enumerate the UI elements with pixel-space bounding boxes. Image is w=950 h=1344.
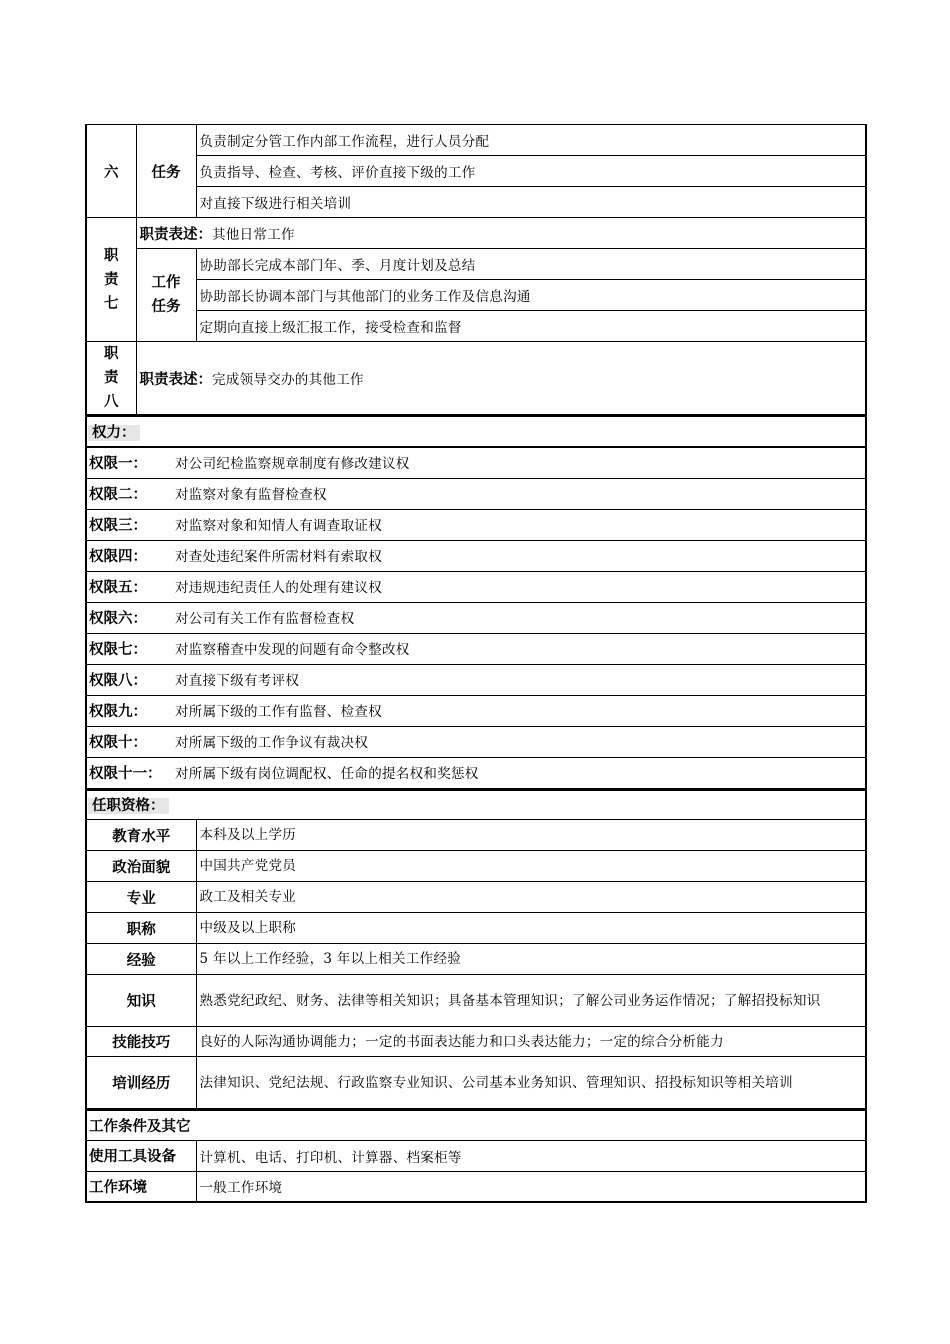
duty7-task-2: 协助部长协调本部门与其他部门的业务工作及信息沟通 xyxy=(196,280,866,311)
qualification-row xyxy=(86,1057,866,1109)
duty7-label xyxy=(86,218,136,342)
power-label: 权限六： xyxy=(89,611,147,627)
qualification-value: 中国共产党党员 xyxy=(196,851,866,882)
qualification-value: 中级及以上职称 xyxy=(196,913,866,944)
qualification-section-title: 任职资格： xyxy=(88,798,169,814)
qualification-label: 专业 xyxy=(86,882,196,913)
power-row xyxy=(86,447,866,478)
power-label: 权限十一： xyxy=(89,766,162,782)
duty8-label-char-1: 职 xyxy=(104,346,119,362)
qualification-label: 职称 xyxy=(86,913,196,944)
conditions-label: 工作环境 xyxy=(86,1171,196,1202)
duty8-label xyxy=(86,342,136,415)
power-row xyxy=(86,726,866,757)
power-label: 权限十： xyxy=(89,735,147,751)
qualification-row xyxy=(86,975,866,1027)
power-text: 对公司有关工作有监督检查权 xyxy=(175,611,355,627)
duty6-task-2: 负责指导、检查、考核、评价直接下级的工作 xyxy=(196,156,866,187)
power-label: 权限一： xyxy=(89,456,147,472)
duty8-desc-label: 职责表述： xyxy=(139,371,212,388)
duty6-task-3: 对直接下级进行相关培训 xyxy=(196,187,866,218)
conditions-value: 一般工作环境 xyxy=(196,1171,866,1202)
qualification-value: 本科及以上学历 xyxy=(196,820,866,851)
duty6-task-label: 任务 xyxy=(136,125,196,218)
qualification-table xyxy=(85,789,867,1110)
qualification-value: 法律知识、党纪法规、行政监察专业知识、公司基本业务知识、管理知识、招投标知识等相关培训 xyxy=(196,1057,866,1109)
conditions-table xyxy=(85,1109,867,1203)
qualification-row xyxy=(86,913,866,944)
duty6-task-1: 负责制定分管工作内部工作流程，进行人员分配 xyxy=(196,125,866,156)
duty7-label-char-3: 七 xyxy=(104,295,119,312)
duty7-label-char-1: 职 xyxy=(104,247,119,264)
power-text: 对直接下级有考评权 xyxy=(175,673,300,689)
duty7-desc-label: 职责表述： xyxy=(139,226,212,243)
power-label: 权限九： xyxy=(89,704,147,720)
power-label: 权限八： xyxy=(89,673,147,689)
duty7-task-label xyxy=(136,249,196,342)
qualification-label: 技能技巧 xyxy=(86,1027,196,1057)
duty8-label-char-2: 责 xyxy=(104,370,119,386)
power-list xyxy=(85,447,867,789)
power-row xyxy=(86,540,866,571)
power-text: 对查处违纪案件所需材料有索取权 xyxy=(175,549,382,565)
qualification-value: 政工及相关专业 xyxy=(196,882,866,913)
power-row xyxy=(86,602,866,633)
qualification-row xyxy=(86,882,866,913)
qualification-label: 知识 xyxy=(86,975,196,1027)
qualification-label: 培训经历 xyxy=(86,1057,196,1109)
power-row xyxy=(86,571,866,602)
duty8-label-char-3: 八 xyxy=(104,394,119,410)
conditions-value: 计算机、电话、打印机、计算器、档案柜等 xyxy=(196,1140,866,1171)
job-description-document xyxy=(85,124,865,1203)
power-row xyxy=(86,633,866,664)
duty7-label-char-2: 责 xyxy=(104,271,119,288)
power-label: 权限七： xyxy=(89,642,147,658)
duty6-number: 六 xyxy=(86,125,136,218)
qualification-row xyxy=(86,851,866,882)
qualification-value: 5 年以上工作经验，3 年以上相关工作经验 xyxy=(196,944,866,975)
qualification-label: 政治面貌 xyxy=(86,851,196,882)
duty7-task-label-line-1: 工作 xyxy=(151,275,181,291)
duty8-desc-text: 完成领导交办的其他工作 xyxy=(212,371,364,388)
power-label: 权限四： xyxy=(89,549,147,565)
duty7-task-label-line-2: 任务 xyxy=(151,299,181,315)
power-row xyxy=(86,509,866,540)
power-row xyxy=(86,695,866,726)
power-text: 对所属下级的工作争议有裁决权 xyxy=(175,735,369,751)
duties-table xyxy=(85,124,867,415)
power-row xyxy=(86,757,866,788)
power-text: 对监察稽查中发现的问题有命令整改权 xyxy=(175,642,410,658)
qualification-value: 熟悉党纪政纪、财务、法律等相关知识；具备基本管理知识；了解公司业务运作情况；了解招投标知识 xyxy=(196,975,866,1027)
power-label: 权限五： xyxy=(89,580,147,596)
qualification-row xyxy=(86,1027,866,1057)
power-row xyxy=(86,478,866,509)
power-text: 对所属下级的工作有监督、检查权 xyxy=(175,704,382,720)
duty7-task-3: 定期向直接上级汇报工作，接受检查和监督 xyxy=(196,311,866,342)
power-label: 权限二： xyxy=(89,487,147,503)
conditions-section-title: 工作条件及其它 xyxy=(86,1110,866,1140)
power-label: 权限三： xyxy=(89,518,147,534)
qualification-label: 经验 xyxy=(86,944,196,975)
duty7-desc-text: 其他日常工作 xyxy=(212,226,295,243)
power-text: 对公司纪检监察规章制度有修改建议权 xyxy=(175,456,410,472)
power-text: 对监察对象有监督检查权 xyxy=(175,487,327,503)
qualification-row xyxy=(86,820,866,851)
power-text: 对所属下级有岗位调配权、任命的提名权和奖惩权 xyxy=(175,766,479,782)
qualification-row xyxy=(86,944,866,975)
conditions-row xyxy=(86,1140,866,1171)
conditions-label: 使用工具设备 xyxy=(86,1140,196,1171)
power-table xyxy=(85,415,867,447)
power-text: 对违规违纪责任人的处理有建议权 xyxy=(175,580,382,596)
conditions-row xyxy=(86,1171,866,1202)
power-row xyxy=(86,664,866,695)
qualification-label: 教育水平 xyxy=(86,820,196,851)
duty7-task-1: 协助部长完成本部门年、季、月度计划及总结 xyxy=(196,249,866,280)
power-section-title: 权力： xyxy=(88,425,140,441)
qualification-value: 良好的人际沟通协调能力；一定的书面表达能力和口头表达能力；一定的综合分析能力 xyxy=(196,1027,866,1057)
power-text: 对监察对象和知情人有调查取证权 xyxy=(175,518,382,534)
duty7-description xyxy=(136,218,866,249)
duty8-description xyxy=(136,342,866,415)
